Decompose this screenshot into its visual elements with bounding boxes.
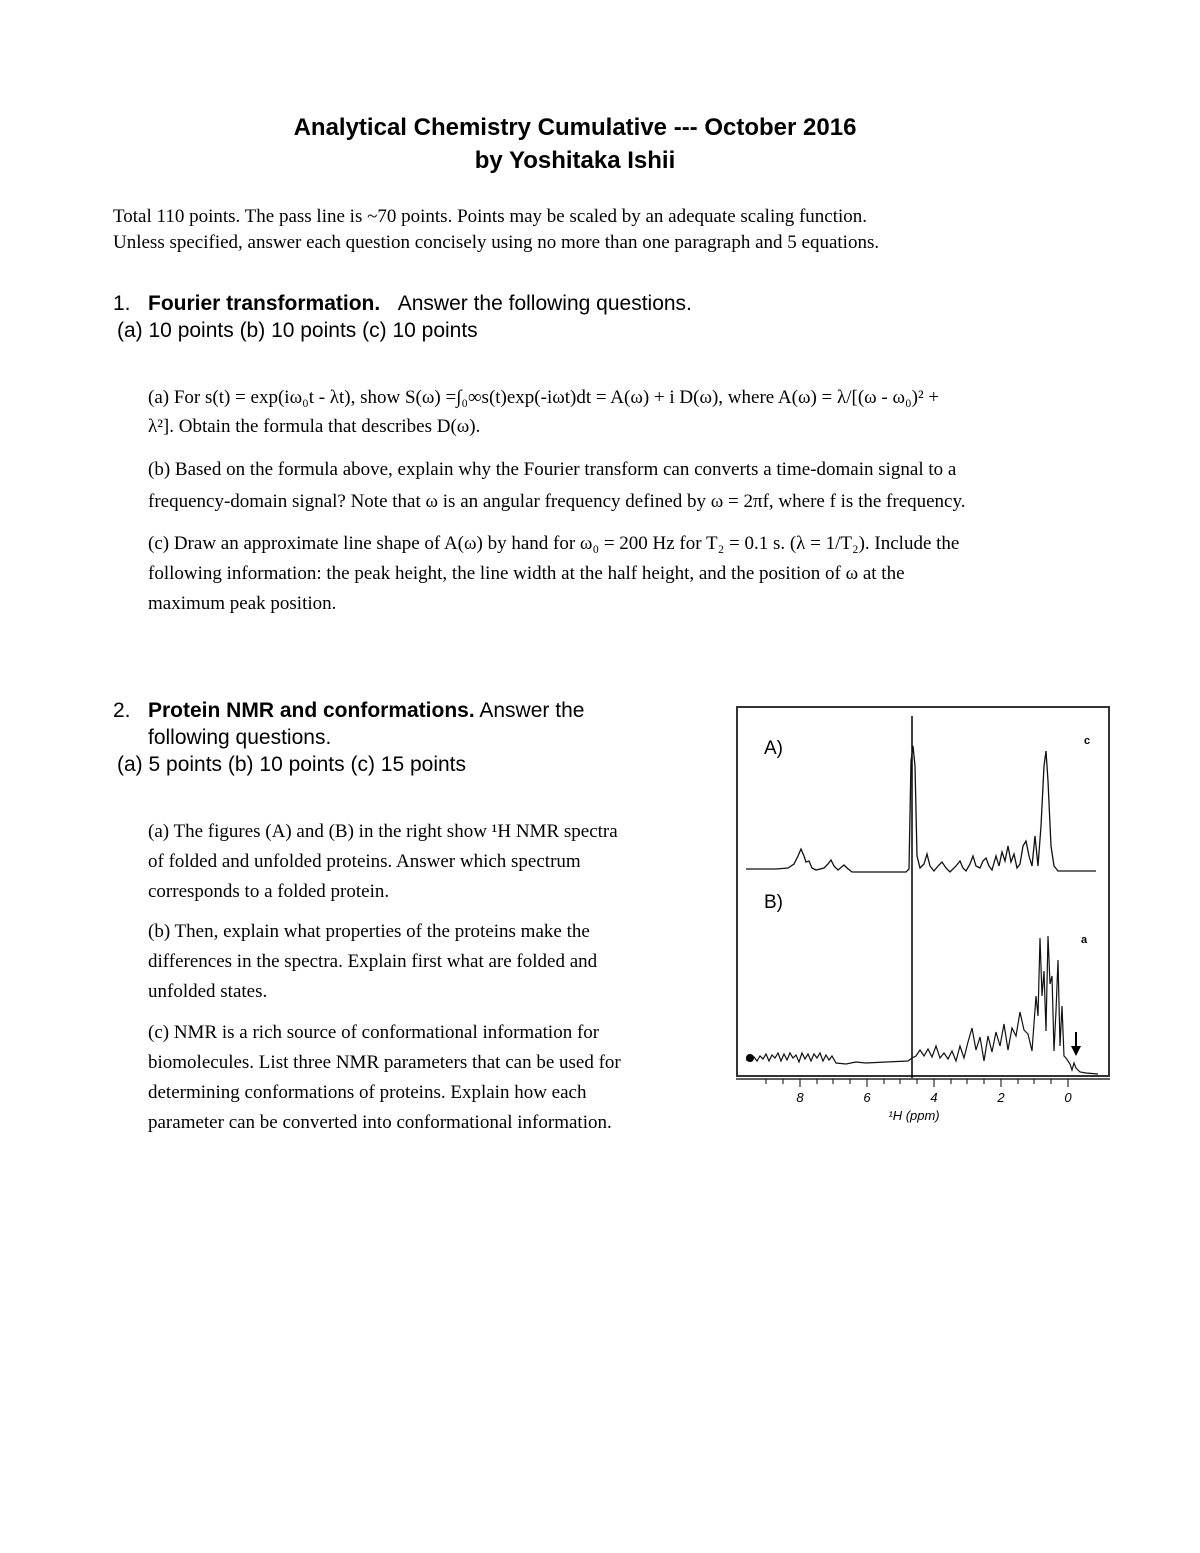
- paragraph-line: unfolded states.: [148, 981, 268, 1002]
- paragraph-line: (b) Then, explain what properties of the proteins make the: [148, 921, 590, 942]
- question-1-points: (a) 10 points (b) 10 points (c) 10 points: [117, 319, 478, 342]
- paragraph-line: (b) Based on the formula above, explain why the Fourier transform can converts a time-domain signal to a: [148, 459, 957, 480]
- paragraph-line: frequency-domain signal? Note that ω is an angular frequency defined by ω = 2πf, where f is the frequency.: [148, 491, 966, 512]
- intro-paragraph: [113, 204, 1093, 256]
- intro-line: Total 110 points. The pass line is ~70 points. Points may be scaled by an adequate scaling function.: [113, 206, 868, 227]
- ppm-tick-label: 2: [997, 1090, 1005, 1105]
- spectrum-a-label: A): [764, 738, 783, 759]
- paragraph-line: (c) Draw an approximate line shape of A(ω) by hand for ω₀ = 200 Hz for T₂ = 0.1 s. (λ = 1/T₂). Include the: [148, 533, 960, 554]
- question-title: Fourier transformation.: [148, 292, 381, 315]
- arrow-down-icon: [1071, 1046, 1081, 1056]
- question-number: 1.: [113, 292, 131, 315]
- paragraph-line: (c) NMR is a rich source of conformational information for: [148, 1022, 600, 1043]
- paragraph-line: determining conformations of proteins. Explain how each: [148, 1082, 587, 1103]
- paragraph-line: biomolecules. List three NMR parameters that can be used for: [148, 1052, 621, 1073]
- question-2b: [148, 917, 597, 1007]
- ppm-tick-label: 6: [863, 1090, 871, 1105]
- dot-marker-icon: [746, 1054, 754, 1062]
- paragraph-line: (a) The figures (A) and (B) in the right show ¹H NMR spectra: [148, 821, 618, 842]
- page-title: Analytical Chemistry Cumulative --- October 2016: [293, 114, 857, 141]
- question-2-instruction-cont: following questions.: [148, 726, 332, 749]
- question-2-points: (a) 5 points (b) 10 points (c) 15 points: [117, 753, 467, 776]
- paragraph-line: λ²]. Obtain the formula that describes D(ω).: [148, 416, 481, 437]
- nmr-spectra-figure: [736, 706, 1110, 1136]
- paragraph-line: differences in the spectra. Explain first what are folded and: [148, 951, 598, 972]
- question-2-heading: [113, 697, 584, 724]
- question-1a: [148, 383, 939, 441]
- paragraph-line: following information: the peak height, the line width at the half height, and the position of ω at the: [148, 563, 905, 584]
- spectrum-b-trace: [746, 936, 1098, 1074]
- paragraph-line: (a) For s(t) = exp(iω₀t - λt), show S(ω) =∫₀∞s(t)exp(-iωt)dt = A(ω) + i D(ω), where A(ω) = λ/[(ω - ω₀)² +: [148, 387, 940, 408]
- paragraph-line: corresponds to a folded protein.: [148, 881, 390, 902]
- ppm-tick-label: 4: [930, 1090, 938, 1105]
- paragraph-line: maximum peak position.: [148, 593, 337, 614]
- page-author: by Yoshitaka Ishii: [474, 147, 676, 174]
- question-number: 2.: [113, 699, 131, 722]
- ppm-tick-label: 8: [796, 1090, 804, 1105]
- paragraph-line: parameter can be converted into conformational information.: [148, 1112, 612, 1133]
- spectrum-b-label: B): [764, 892, 783, 913]
- ppm-axis-label: ¹H (ppm): [888, 1108, 940, 1123]
- question-instruction: Answer the: [479, 699, 585, 722]
- question-title: Protein NMR and conformations.: [148, 699, 475, 722]
- spectrum-a-trace: [746, 746, 1096, 872]
- question-1b: [148, 454, 966, 518]
- question-2c: [148, 1018, 621, 1138]
- paragraph-line: of folded and unfolded proteins. Answer which spectrum: [148, 851, 581, 872]
- ppm-axis-ticks: [766, 1079, 1068, 1087]
- question-instruction: Answer the following questions.: [397, 292, 692, 315]
- ppm-tick-label: 0: [1064, 1090, 1072, 1105]
- spectrum-b-corner-letter: a: [1081, 934, 1088, 946]
- question-1c: [148, 529, 959, 619]
- question-1-heading: [113, 290, 692, 317]
- intro-line: Unless specified, answer each question concisely using no more than one paragraph and 5 equations.: [113, 232, 880, 253]
- question-2a: [148, 817, 618, 907]
- spectrum-a-corner-letter: c: [1084, 735, 1091, 747]
